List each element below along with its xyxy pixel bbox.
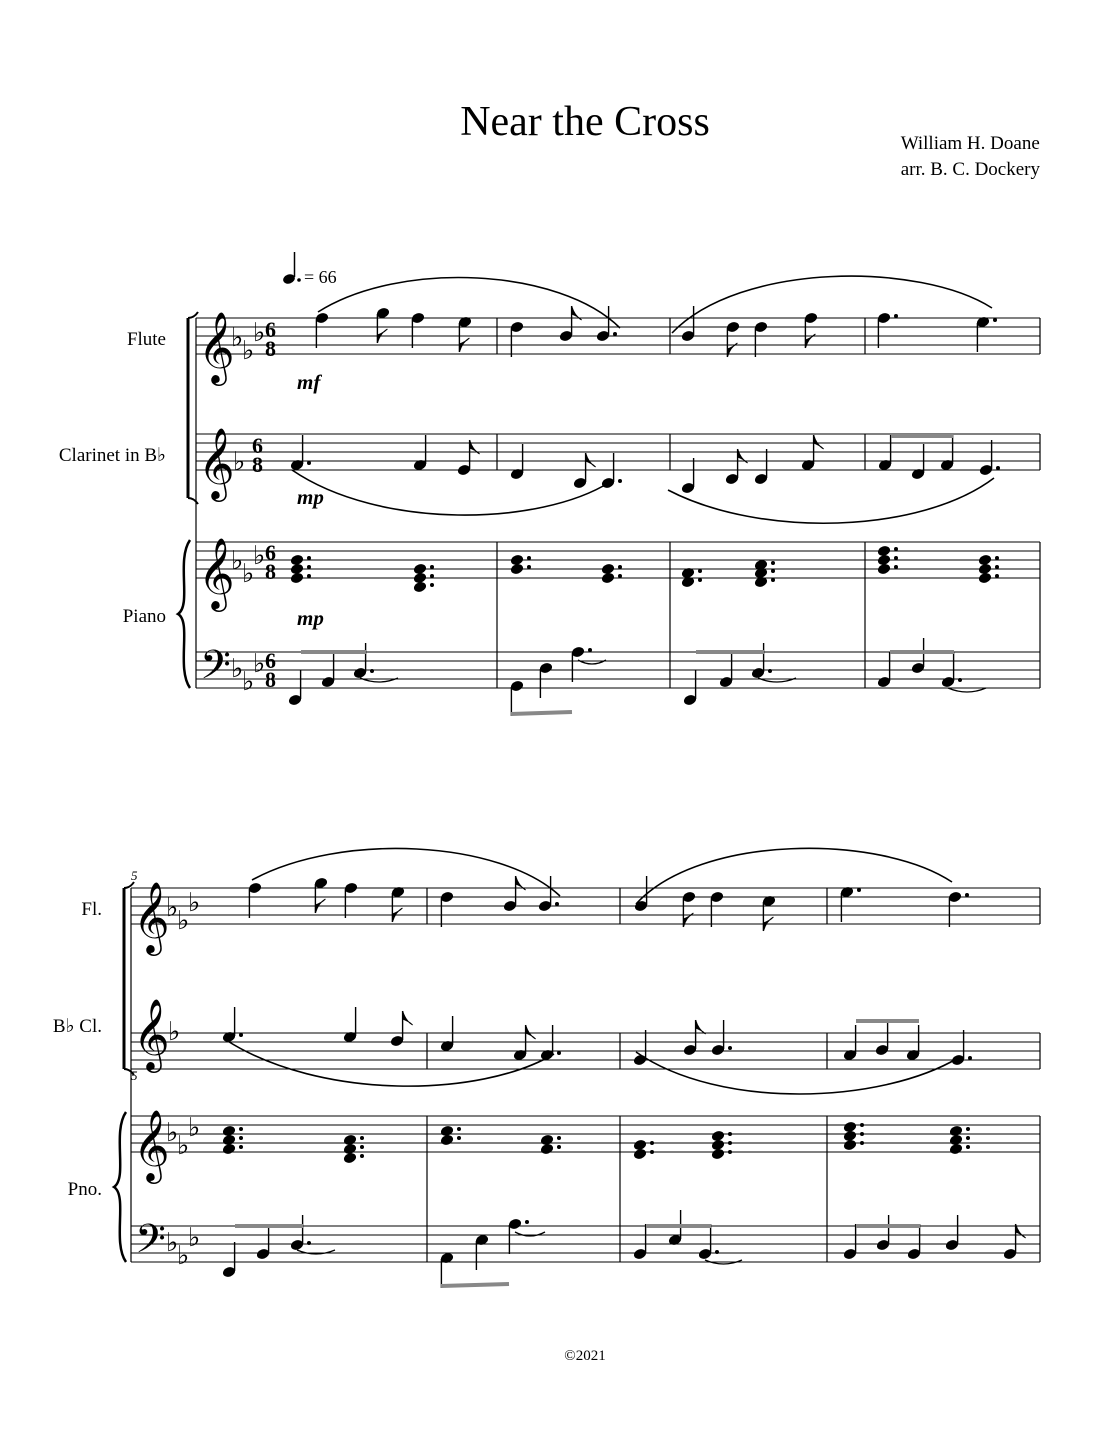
svg-text:♭: ♭ xyxy=(242,667,255,697)
svg-text:♭: ♭ xyxy=(166,1228,179,1258)
note xyxy=(633,1224,648,1260)
dynamic-clarinet: mp xyxy=(297,485,324,509)
note xyxy=(573,453,596,489)
svg-text:♭: ♭ xyxy=(231,654,244,684)
note xyxy=(762,895,777,931)
treble-clef-icon: 𝄞 xyxy=(198,310,235,383)
note xyxy=(877,312,898,348)
note xyxy=(876,1215,891,1251)
note xyxy=(440,891,455,927)
system-1 xyxy=(59,252,1040,716)
staff-piano-rh xyxy=(196,542,1040,578)
note xyxy=(222,1242,237,1278)
measure-number: 5 xyxy=(131,1068,138,1083)
note xyxy=(290,1215,311,1251)
note xyxy=(843,1224,858,1260)
note xyxy=(840,886,861,922)
note xyxy=(801,435,824,471)
measure-number: 5 xyxy=(131,868,138,883)
note xyxy=(906,1025,921,1061)
bass-clef-icon: 𝄢 xyxy=(135,1216,166,1272)
note xyxy=(681,458,696,494)
note xyxy=(510,444,525,480)
dynamic-flute: mf xyxy=(297,370,321,394)
staff-clarinet xyxy=(131,1033,1040,1069)
note xyxy=(376,307,391,343)
note xyxy=(540,1025,561,1061)
svg-text:8: 8 xyxy=(252,452,263,477)
svg-text:♭: ♭ xyxy=(242,336,255,366)
copyright: ©2021 xyxy=(564,1348,606,1364)
treble-clef-icon: 𝄞 xyxy=(198,536,235,609)
note xyxy=(875,1020,890,1056)
note xyxy=(633,1030,648,1066)
note xyxy=(726,321,741,357)
key-signature-piano-lh xyxy=(231,649,265,697)
note xyxy=(1003,1224,1026,1260)
note xyxy=(503,876,526,912)
piano-brace xyxy=(178,540,190,688)
svg-text:♭: ♭ xyxy=(253,649,266,679)
tempo-marking xyxy=(282,252,337,287)
note xyxy=(951,1030,972,1066)
note xyxy=(539,662,554,698)
key-signature-piano-rh xyxy=(166,1113,200,1161)
chord xyxy=(843,1121,864,1152)
note xyxy=(907,1224,922,1260)
chord xyxy=(343,1134,364,1165)
key-signature-clarinet xyxy=(233,447,245,477)
svg-text:♭: ♭ xyxy=(177,1131,190,1161)
note xyxy=(754,321,769,357)
note xyxy=(634,876,649,912)
key-signature-piano-rh xyxy=(231,541,265,589)
svg-text:6: 6 xyxy=(252,433,263,458)
chord xyxy=(633,1139,654,1161)
svg-text:♭: ♭ xyxy=(188,1113,201,1143)
svg-text:♭: ♭ xyxy=(253,318,266,348)
chord xyxy=(510,554,531,576)
note xyxy=(290,435,311,471)
note xyxy=(976,316,997,352)
treble-clef-icon: 𝄞 xyxy=(133,997,170,1070)
note xyxy=(413,435,428,471)
score-title: Near the Cross xyxy=(460,99,710,145)
svg-text:♭: ♭ xyxy=(188,888,201,918)
instrument-name-flute: Fl. xyxy=(81,899,102,920)
chord xyxy=(711,1130,732,1161)
note xyxy=(911,444,926,480)
staff-flute xyxy=(131,888,1040,924)
treble-clef-icon: 𝄞 xyxy=(198,426,235,499)
svg-text:♭: ♭ xyxy=(166,893,179,923)
note xyxy=(457,440,480,476)
svg-text:♭: ♭ xyxy=(188,1223,201,1253)
arranger-name: arr. B. C. Dockery xyxy=(900,159,1040,180)
svg-text:♭: ♭ xyxy=(242,559,255,589)
time-signature xyxy=(252,317,276,692)
staff-piano-rh xyxy=(131,1116,1040,1152)
instrument-name-clarinet: Clarinet in B♭ xyxy=(58,445,166,466)
note xyxy=(248,882,263,918)
chord xyxy=(754,559,775,589)
note xyxy=(559,306,582,342)
chord xyxy=(949,1125,970,1156)
beam xyxy=(511,712,572,714)
treble-clef-icon: 𝄞 xyxy=(133,1108,170,1181)
treble-clef-icon: 𝄞 xyxy=(133,880,170,953)
instrument-name-piano: Piano xyxy=(122,606,166,627)
svg-text:6: 6 xyxy=(265,648,276,673)
note xyxy=(513,1025,536,1061)
instrument-name-piano: Pno. xyxy=(67,1179,102,1200)
tie xyxy=(948,688,986,692)
note xyxy=(344,882,359,918)
note xyxy=(940,435,955,471)
note xyxy=(843,1025,858,1061)
note xyxy=(682,891,697,927)
note xyxy=(510,321,525,357)
key-signature-clarinet xyxy=(168,1017,180,1047)
composer-name: William H. Doane xyxy=(900,133,1040,154)
svg-text:8: 8 xyxy=(265,559,276,584)
note xyxy=(343,1007,358,1043)
staff-flute xyxy=(196,318,1040,354)
svg-text:8: 8 xyxy=(265,336,276,361)
note xyxy=(601,453,622,489)
note xyxy=(391,886,406,922)
note xyxy=(475,1234,490,1270)
bass-clef-icon: 𝄢 xyxy=(200,642,231,698)
note xyxy=(698,1224,719,1260)
svg-text:♭: ♭ xyxy=(168,1017,181,1047)
svg-text:♭: ♭ xyxy=(177,906,190,936)
note xyxy=(510,680,525,716)
note xyxy=(411,312,426,348)
svg-text:♭: ♭ xyxy=(231,323,244,353)
key-signature-piano-lh xyxy=(166,1223,200,1271)
note xyxy=(256,1224,271,1260)
note xyxy=(440,1016,455,1052)
piano-brace xyxy=(114,1112,126,1262)
key-signature-flute xyxy=(231,318,265,366)
notes-system-1 xyxy=(288,306,1000,716)
note xyxy=(948,891,969,927)
chord xyxy=(222,1125,243,1156)
svg-text:6: 6 xyxy=(265,540,276,565)
note xyxy=(979,440,1000,476)
key-signature-flute xyxy=(166,888,200,936)
svg-text:♭: ♭ xyxy=(166,1118,179,1148)
svg-text:8: 8 xyxy=(265,667,276,692)
note xyxy=(668,1210,683,1246)
system-2 xyxy=(53,848,1040,1288)
instrument-name-flute: Flute xyxy=(126,329,166,350)
svg-text:♭: ♭ xyxy=(177,1241,190,1271)
note xyxy=(945,1215,960,1251)
note xyxy=(710,891,725,927)
note xyxy=(878,435,893,471)
instrument-name-clarinet: B♭ Cl. xyxy=(52,1016,102,1037)
note xyxy=(440,1252,455,1288)
note xyxy=(725,449,748,485)
svg-text:♭: ♭ xyxy=(253,541,266,571)
staff-clarinet xyxy=(196,434,1040,470)
beam xyxy=(441,1284,509,1286)
svg-text:♭: ♭ xyxy=(233,447,246,477)
staves-system-2 xyxy=(131,888,1040,1262)
note xyxy=(458,316,473,352)
dynamic-piano: mp xyxy=(297,606,324,630)
svg-text:♭: ♭ xyxy=(231,546,244,576)
note xyxy=(804,312,819,348)
note xyxy=(754,449,769,485)
tempo-value: = 66 xyxy=(304,267,337,287)
note xyxy=(315,312,330,348)
chord xyxy=(601,563,622,585)
svg-text:6: 6 xyxy=(265,317,276,342)
note xyxy=(681,306,696,342)
note xyxy=(222,1007,243,1043)
note xyxy=(314,877,329,913)
note xyxy=(911,638,926,674)
